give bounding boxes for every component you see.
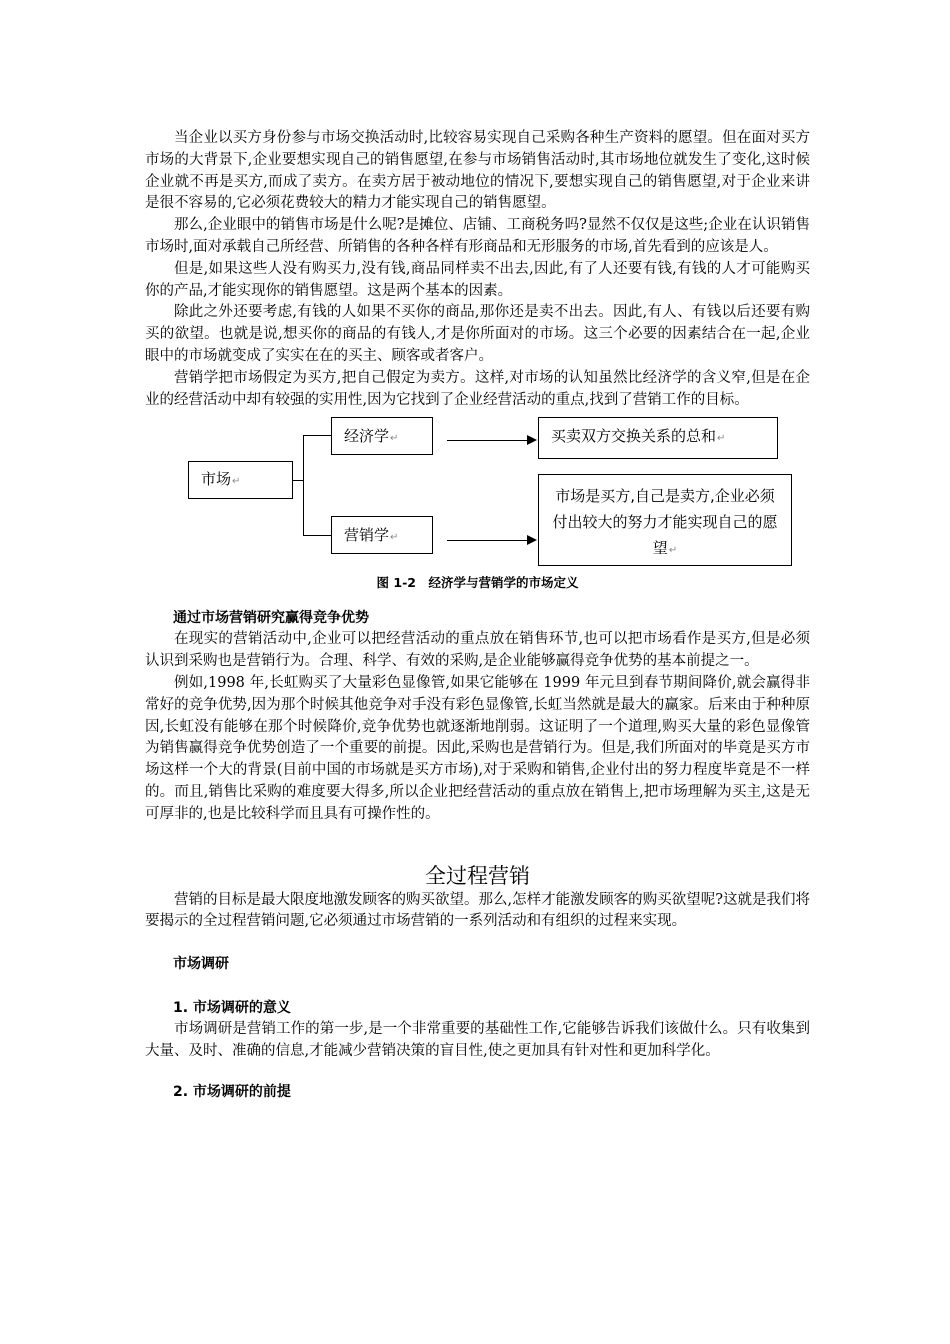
diagram-economics-label: 经济学 [344, 427, 390, 446]
connector-root [293, 480, 303, 481]
section2-paragraph: 营销的目标是最大限度地激发顾客的购买欲望。那么,怎样才能激发顾客的购买欲望呢?这就是我们将要揭示的全过程营销问题,它必须通过市场营销的一系列活动和有组织的过程来实现。 [145, 891, 810, 930]
arrowhead-top-icon [527, 435, 537, 445]
section-heading-competitive-advantage: 通过市场营销研究赢得竞争优势 [173, 610, 369, 627]
diagram-marketing-label: 营销学 [344, 526, 390, 545]
return-mark-icon: ↵ [232, 476, 241, 488]
intro-paragraph-5: 营销学把市场假定为买方,把自己假定为卖方。这样,对市场的认知虽然比经济学的含义窄,但是在企业的经营活动中却有较强的实用性,因为它找到了企业经营活动的重点,找到了营销工作的目标。 [145, 369, 810, 408]
section-title-full-process-marketing: 全过程营销 [425, 863, 530, 888]
connector-bottom [303, 535, 331, 536]
diagram-marketing-box [331, 516, 433, 554]
arrow-top [447, 440, 527, 441]
return-mark-icon: ↵ [390, 532, 399, 544]
item2-heading: 2. 市场调研的前提 [173, 1083, 291, 1100]
item1-paragraph: 市场调研是营销工作的第一步,是一个非常重要的基础性工作,它能够告诉我们该做什么。只有收集到大量、及时、准确的信息,才能减少营销决策的盲目性,使之更加具有针对性和更加科学化。 [145, 1021, 810, 1059]
intro-paragraph-2: 那么,企业眼中的销售市场是什么呢?是摊位、店铺、工商税务吗?显然不仅仅是这些;企业在认识销售市场时,面对承载自己所经营、所销售的各种各样有形商品和无形服务的市场,首先看到的应该是人。 [145, 217, 810, 255]
subheading-market-research: 市场调研 [173, 956, 229, 973]
diagram-root-label: 市场 [201, 470, 232, 489]
return-mark-icon: ↵ [390, 433, 399, 445]
section1-paragraph-1: 在现实的营销活动中,企业可以把经营活动的重点放在销售环节,也可以把市场看作是买方,但是必须认识到采购也是营销行为。合理、科学、有效的采购,是企业能够赢得竞争优势的基本前提之一。 [145, 631, 810, 670]
section1-paragraph-2: 例如,1998 年,长虹购买了大量彩色显像管,如果它能够在 1999 年元旦到春节期间降价,就会赢得非常好的竞争优势,因为那个时候其他竞争对手没有彩色显像管,长虹当然就是最大的赢家。后来由于种种原因,长虹没有能够在那个时候降价,竞争优势也就逐渐地削弱。这证明了一个道理,购买大量的彩色显像管为销售赢得竞争优势创造了一个重要的前提。因此,采购也是营销行为。但是,我们所面对的毕竟是买方市场这样一个大的背景(目前中国的市场就是买方市场),对于采购和销售,企业付出的努力程度毕竟是不一样的。而且,销售比采购的难度要大得多,所以企业把经营活动的重点放在销售上,把市场理解为买主,这是无可厚非的,也是比较科学而且具有可操作性的。 [145, 674, 810, 822]
intro-paragraph-3: 但是,如果这些人没有购买力,没有钱,商品同样卖不出去,因此,有了人还要有钱,有钱的人才可能购买你的产品,才能实现你的销售愿望。这是两个基本的因素。 [145, 260, 810, 299]
item1-heading: 1. 市场调研的意义 [173, 1000, 291, 1017]
figure-caption: 图 1-2 经济学与营销学的市场定义 [376, 575, 579, 591]
intro-paragraph-1: 当企业以买方身份参与市场交换活动时,比较容易实现自己采购各种生产资料的愿望。但在面对买方市场的大背景下,企业要想实现自己的销售愿望,在参与市场销售活动时,其市场地位就发生了变化,这时候企业就不再是买方,而成了卖方。在卖方居于被动地位的情况下,要想实现自己的销售愿望,对于企业来讲是很不容易的,它必须花费较大的精力才能实现自己的销售愿望。 [145, 130, 810, 212]
diagram-economics-definition-box [538, 417, 778, 459]
diagram-marketing-definition: 市场是买方,自己是卖方,企业必须付出较大的努力才能实现自己的愿望 [552, 487, 778, 558]
diagram-economics-box [331, 417, 433, 455]
intro-paragraph-4: 除此之外还要考虑,有钱的人如果不买你的商品,那你还是卖不出去。因此,有人、有钱以后还要有购买的欲望。也就是说,想买你的商品的有钱人,才是你所面对的市场。这三个必要的因素结合在一起,企业眼中的市场就变成了实实在在的买主、顾客或者客户。 [145, 304, 810, 364]
document-page [145, 128, 810, 1103]
diagram-marketing-definition-box [538, 474, 792, 566]
arrowhead-bottom-icon [527, 535, 537, 545]
return-mark-icon: ↵ [668, 545, 678, 557]
connector-vertical [303, 435, 304, 535]
diagram-economics-definition: 买卖双方交换关系的总和 [551, 427, 717, 446]
diagram-root-box [188, 461, 293, 499]
return-mark-icon: ↵ [717, 433, 726, 445]
connector-top [303, 435, 331, 436]
market-definition-diagram [145, 417, 810, 567]
arrow-bottom [447, 540, 527, 541]
